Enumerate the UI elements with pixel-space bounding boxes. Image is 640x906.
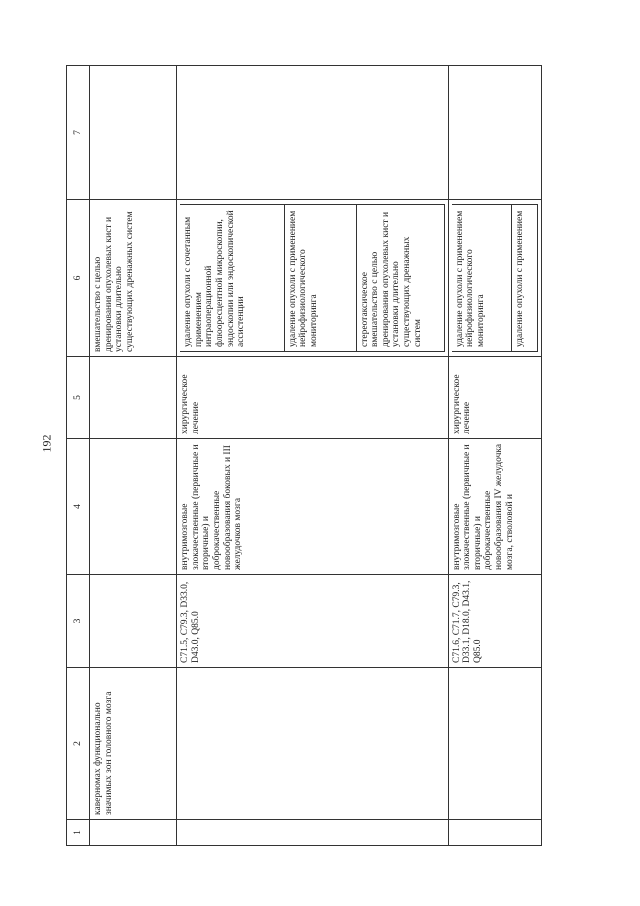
cell-codes: C71.6, C71.7, C79.3, D33.1, D18.0, D43.1, Q85.0 <box>448 575 542 668</box>
cell-number <box>90 820 177 846</box>
column-header-5: 5 <box>67 357 90 439</box>
method-item: удаление опухоли с применением нейрофизиологического мониторинга <box>284 205 356 352</box>
cell-treatment: хирургическое лечение <box>448 357 542 439</box>
method-item: удаление опухоли с применением нейрофизиологического мониторинга <box>452 205 512 352</box>
cell-cost <box>448 66 542 200</box>
method-list <box>452 204 539 352</box>
method-item: удаление опухоли с применением <box>512 205 538 352</box>
column-header-1: 1 <box>67 820 90 846</box>
cell-name <box>177 668 449 820</box>
cell-cost <box>90 66 177 200</box>
table-row <box>448 66 542 846</box>
cell-method <box>448 200 542 357</box>
cell-method <box>177 200 449 357</box>
header-row <box>67 66 90 846</box>
cell-name: каверномах функционально значимых зон головного мозга <box>90 668 177 820</box>
cell-number <box>448 820 542 846</box>
column-header-6: 6 <box>67 200 90 357</box>
method-item: стереотаксическое вмешательство с целью дренирования опухолевых кист и установки длительно существующих дренажных систем <box>356 205 444 352</box>
cell-treatment <box>90 357 177 439</box>
cell-codes <box>90 575 177 668</box>
table-row <box>177 66 449 846</box>
column-header-3: 3 <box>67 575 90 668</box>
method-item: удаление опухоли с сочетанным применением интраоперационной флюоресцентной микроскопии, эндоскопии или эндоскопической ассистенции <box>180 205 284 352</box>
cell-number <box>177 820 449 846</box>
cell-model: внутримозговые злокачественные (первичные и вторичные) и доброкачественные новообразования боковых и III желудочков мозга <box>177 439 449 575</box>
method-list <box>180 204 445 352</box>
cell-model <box>90 439 177 575</box>
column-header-7: 7 <box>67 66 90 200</box>
table-row <box>90 66 177 846</box>
treatment-table <box>66 65 542 846</box>
cell-treatment: хирургическое лечение <box>177 357 449 439</box>
cell-method: вмешательство с целью дренирования опухолевых кист и установки длительно существующих дренажных систем <box>90 200 177 357</box>
page-number: 192 <box>39 434 54 453</box>
column-header-4: 4 <box>67 439 90 575</box>
column-header-2: 2 <box>67 668 90 820</box>
cell-codes: C71.5, C79.3, D33.0, D43.0, Q85.0 <box>177 575 449 668</box>
cell-model: внутримозговые злокачественные (первичные и вторичные) и доброкачественные новообразования IV желудочка мозга, стволовой и <box>448 439 542 575</box>
cell-name <box>448 668 542 820</box>
cell-cost <box>177 66 449 200</box>
rotated-page <box>66 46 530 846</box>
